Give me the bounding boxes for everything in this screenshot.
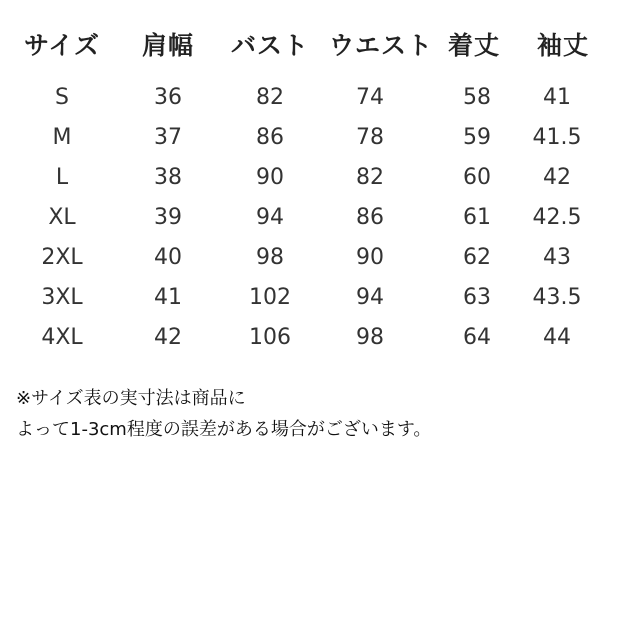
cell-waist: 90 bbox=[356, 245, 384, 270]
cell-length: 60 bbox=[463, 165, 491, 190]
header-size: サイズ bbox=[23, 31, 101, 60]
cell-length: 58 bbox=[463, 85, 491, 110]
cell-length: 64 bbox=[463, 325, 491, 350]
cell-size: 3XL bbox=[41, 285, 83, 310]
cell-shoulder-width: 42 bbox=[154, 325, 182, 350]
header-length: 着丈 bbox=[447, 31, 501, 60]
header-waist: ウエスト bbox=[328, 31, 434, 60]
cell-size: M bbox=[52, 125, 72, 150]
table-row-xl bbox=[0, 202, 640, 234]
cell-bust: 86 bbox=[256, 125, 284, 150]
table-row-4xl bbox=[0, 322, 640, 354]
cell-shoulder-width: 36 bbox=[154, 85, 182, 110]
cell-sleeve: 41.5 bbox=[532, 125, 582, 150]
cell-shoulder-width: 39 bbox=[154, 205, 182, 230]
table-row-s bbox=[0, 82, 640, 114]
cell-length: 62 bbox=[463, 245, 491, 270]
header-shoulder-width: 肩幅 bbox=[141, 31, 195, 60]
table-row-m bbox=[0, 122, 640, 154]
cell-waist: 82 bbox=[356, 165, 384, 190]
cell-shoulder-width: 41 bbox=[154, 285, 182, 310]
cell-waist: 86 bbox=[356, 205, 384, 230]
table-row-2xl bbox=[0, 242, 640, 274]
cell-size: S bbox=[55, 85, 69, 110]
cell-sleeve: 42.5 bbox=[532, 205, 582, 230]
cell-bust: 98 bbox=[256, 245, 284, 270]
note-line-1: ※サイズ表の実寸法は商品に bbox=[16, 388, 246, 409]
cell-waist: 94 bbox=[356, 285, 384, 310]
cell-sleeve: 41 bbox=[543, 85, 571, 110]
cell-bust: 90 bbox=[256, 165, 284, 190]
cell-waist: 78 bbox=[356, 125, 384, 150]
cell-bust: 102 bbox=[249, 285, 291, 310]
cell-length: 63 bbox=[463, 285, 491, 310]
cell-shoulder-width: 37 bbox=[154, 125, 182, 150]
cell-size: 4XL bbox=[41, 325, 83, 350]
cell-bust: 94 bbox=[256, 205, 284, 230]
cell-sleeve: 43 bbox=[543, 245, 571, 270]
cell-size: 2XL bbox=[41, 245, 83, 270]
cell-size: L bbox=[55, 165, 69, 190]
table-row-l bbox=[0, 162, 640, 194]
cell-shoulder-width: 38 bbox=[154, 165, 182, 190]
cell-sleeve: 44 bbox=[543, 325, 571, 350]
cell-waist: 74 bbox=[356, 85, 384, 110]
cell-length: 61 bbox=[463, 205, 491, 230]
note-line-2: よって1-3cm程度の誤差がある場合がございます。 bbox=[16, 419, 432, 440]
cell-shoulder-width: 40 bbox=[154, 245, 182, 270]
table-row-3xl bbox=[0, 282, 640, 314]
header-sleeve: 袖丈 bbox=[536, 31, 590, 60]
cell-waist: 98 bbox=[356, 325, 384, 350]
cell-bust: 106 bbox=[249, 325, 291, 350]
cell-size: XL bbox=[48, 205, 76, 230]
cell-sleeve: 43.5 bbox=[532, 285, 582, 310]
cell-sleeve: 42 bbox=[543, 165, 571, 190]
header-bust: バスト bbox=[230, 31, 310, 60]
cell-length: 59 bbox=[463, 125, 491, 150]
cell-bust: 82 bbox=[256, 85, 284, 110]
